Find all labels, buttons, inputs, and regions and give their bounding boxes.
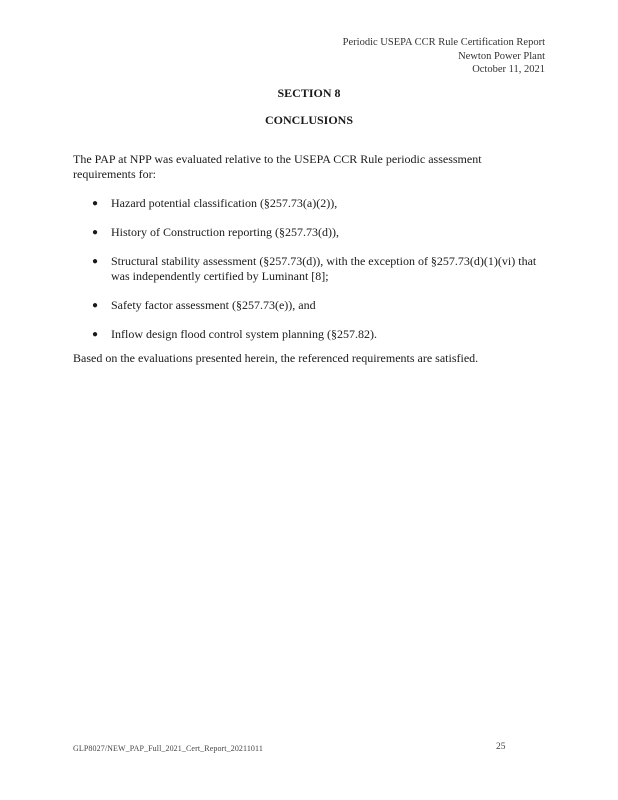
section-title: CONCLUSIONS: [264, 113, 354, 127]
list-item-text: Inflow design flood control system planning (§257.82).: [111, 327, 377, 341]
list-item-text: Safety factor assessment (§257.73(e)), and: [111, 298, 316, 312]
intro-paragraph: The PAP at NPP was evaluated relative to the USEPA CCR Rule periodic assessment requirements for:: [73, 152, 482, 181]
footer-document-id: GLP8027/NEW_PAP_Full_2021_Cert_Report_20211011: [73, 744, 263, 753]
section-number: SECTION 8: [277, 86, 341, 100]
footer-page-number: 25: [496, 742, 506, 752]
list-item: [92, 254, 547, 284]
bullet-icon: ●: [92, 329, 99, 340]
bullet-icon: ●: [92, 198, 99, 209]
bullet-icon: ●: [92, 300, 99, 311]
list-item: [92, 298, 547, 313]
list-item-text: Hazard potential classification (§257.73(a)(2)),: [111, 196, 338, 210]
list-item: [92, 225, 547, 240]
list-item: [92, 327, 547, 342]
header-report-title: Periodic USEPA CCR Rule Certification Report: [342, 37, 545, 48]
requirements-list: [92, 196, 547, 356]
running-header: [343, 36, 545, 77]
list-item: [92, 196, 547, 211]
list-item-text: Structural stability assessment (§257.73(d)), with the exception of §257.73(d)(1)(vi) that was independently certified by Luminant [8];: [111, 254, 537, 283]
closing-paragraph: Based on the evaluations presented herein, the referenced requirements are satisfied.: [73, 351, 479, 365]
header-date: October 11, 2021: [472, 64, 545, 75]
bullet-icon: ●: [92, 227, 99, 238]
bullet-icon: ●: [92, 256, 99, 267]
list-item-text: History of Construction reporting (§257.73(d)),: [111, 225, 339, 239]
header-plant-name: Newton Power Plant: [458, 50, 545, 62]
